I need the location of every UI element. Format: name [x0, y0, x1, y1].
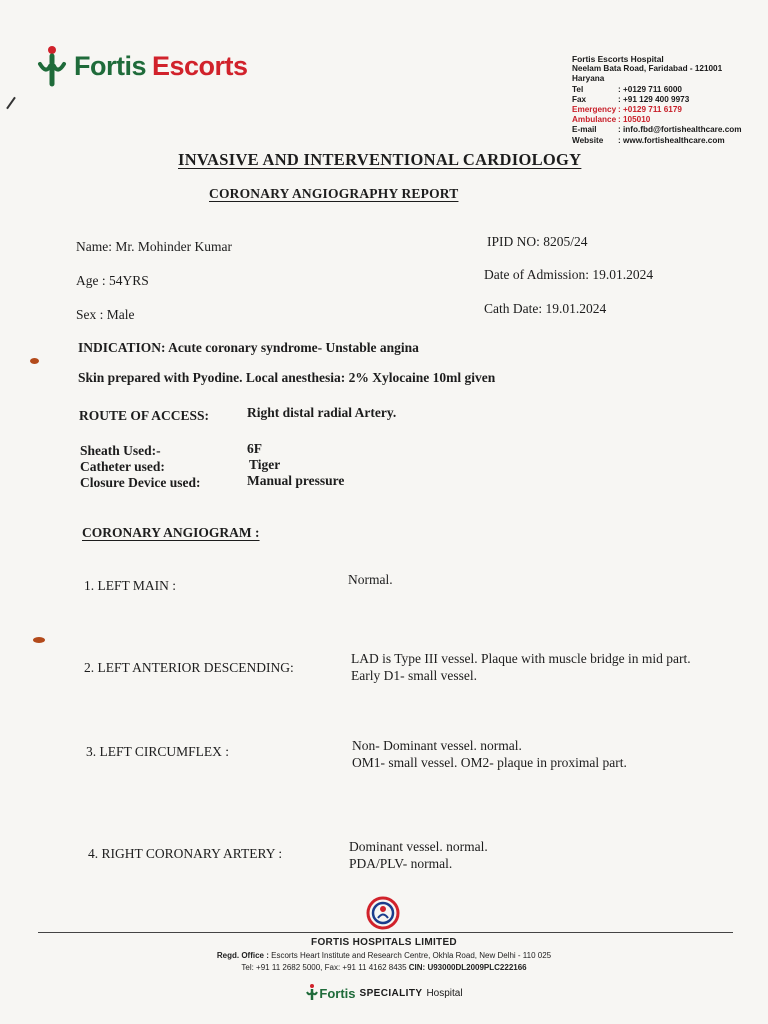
footer-regd-office: Regd. Office : Escorts Heart Institute and Research Centre, Okhla Road, New Delhi - 110 025 — [216, 951, 552, 960]
angiogram-heading: CORONARY ANGIOGRAM : — [82, 525, 260, 540]
patient-age: Age : 54YRS — [76, 273, 149, 288]
contact-row — [572, 115, 762, 125]
contact-value: : +0129 711 6000 — [618, 84, 682, 94]
hospital-name: Fortis Escorts Hospital — [572, 54, 664, 64]
stain-spot — [33, 637, 45, 643]
stain-spot — [30, 358, 39, 364]
patient-name: Name: Mr. Mohinder Kumar — [76, 239, 232, 254]
finding-label-lad: 2. LEFT ANTERIOR DESCENDING: — [84, 660, 294, 675]
contact-row — [572, 105, 762, 115]
ipid-number: IPID NO: 8205/24 — [487, 234, 588, 249]
indication-label: INDICATION: — [78, 340, 166, 355]
contact-row — [572, 136, 762, 146]
fortis-figure-icon — [36, 44, 68, 88]
catheter-value: Tiger — [249, 457, 281, 472]
footer-brand-speciality: SPECIALITY — [359, 988, 423, 999]
address-line-1: Neelam Bata Road, Faridabad - 121001 — [572, 64, 723, 74]
footer-brand-hospital: Hospital — [426, 988, 463, 999]
contact-row — [572, 125, 762, 135]
finding-text-lcx: Non- Dominant vessel. normal. OM1- small vessel. OM2- plaque in proximal part. — [352, 738, 627, 770]
contact-label: Tel — [572, 84, 584, 94]
footer-contact: Tel: +91 11 2682 5000, Fax: +91 11 4162 8435 CIN: U93000DL2009PLC222166 — [241, 963, 527, 972]
logo-escorts-text: Escorts — [152, 50, 248, 81]
indication-row — [78, 340, 419, 356]
route-label: ROUTE OF ACCESS: — [79, 408, 210, 423]
contact-list — [572, 85, 762, 146]
indication-value: Acute coronary syndrome- Unstable angina — [168, 340, 419, 355]
sheath-label: Sheath Used:- — [80, 443, 161, 458]
contact-row — [572, 95, 762, 105]
logo-fortis-text: Fortis — [74, 50, 147, 81]
closure-value: Manual pressure — [247, 473, 345, 488]
hospital-contact-block — [572, 54, 762, 146]
fortis-escorts-logo — [36, 44, 248, 88]
report-title: INVASIVE AND INTERVENTIONAL CARDIOLOGY — [178, 150, 582, 169]
contact-value: : info.fbd@fortishealthcare.com — [618, 125, 742, 135]
contact-value: : +0129 711 6179 — [618, 105, 682, 115]
contact-value: : +91 129 400 9973 — [618, 94, 690, 104]
fortis-seal-icon — [366, 896, 400, 930]
cath-date: Cath Date: 19.01.2024 — [484, 301, 607, 316]
admission-date: Date of Admission: 19.01.2024 — [484, 267, 654, 282]
contact-value: : www.fortishealthcare.com — [618, 135, 725, 145]
footer-company: FORTIS HOSPITALS LIMITED — [311, 937, 457, 948]
finding-text-left-main: Normal. — [348, 572, 393, 587]
finding-label-left-main: 1. LEFT MAIN : — [84, 578, 177, 593]
footer-divider — [38, 932, 733, 933]
patient-sex: Sex : Male — [76, 307, 135, 322]
catheter-label: Catheter used: — [80, 459, 165, 474]
contact-value: : 105010 — [618, 115, 651, 125]
address-line-2: Haryana — [572, 74, 605, 84]
contact-label: Fax — [572, 94, 587, 104]
finding-text-rca: Dominant vessel. normal. PDA/PLV- normal. — [349, 839, 488, 871]
route-value: Right distal radial Artery. — [247, 405, 397, 420]
footer-brand — [0, 983, 768, 1004]
sheath-value: 6F — [247, 441, 262, 456]
pen-mark — [6, 97, 16, 110]
contact-row — [572, 85, 762, 95]
finding-label-rca: 4. RIGHT CORONARY ARTERY : — [88, 846, 283, 861]
skin-preparation: Skin prepared with Pyodine. Local anesthesia: 2% Xylocaine 10ml given — [78, 370, 496, 385]
contact-label: E-mail — [572, 125, 597, 135]
contact-label: Ambulance — [572, 115, 617, 125]
footer-brand-fortis: Fortis — [319, 986, 356, 1001]
contact-label: Website — [572, 135, 604, 145]
finding-text-lad: LAD is Type III vessel. Plaque with muscle bridge in mid part. Early D1- small vessel. — [351, 651, 691, 683]
closure-label: Closure Device used: — [80, 475, 201, 490]
report-subtitle: CORONARY ANGIOGRAPHY REPORT — [209, 186, 459, 201]
contact-label: Emergency — [572, 105, 617, 115]
fortis-figure-small-icon — [305, 983, 319, 1004]
finding-label-lcx: 3. LEFT CIRCUMFLEX : — [86, 744, 230, 759]
